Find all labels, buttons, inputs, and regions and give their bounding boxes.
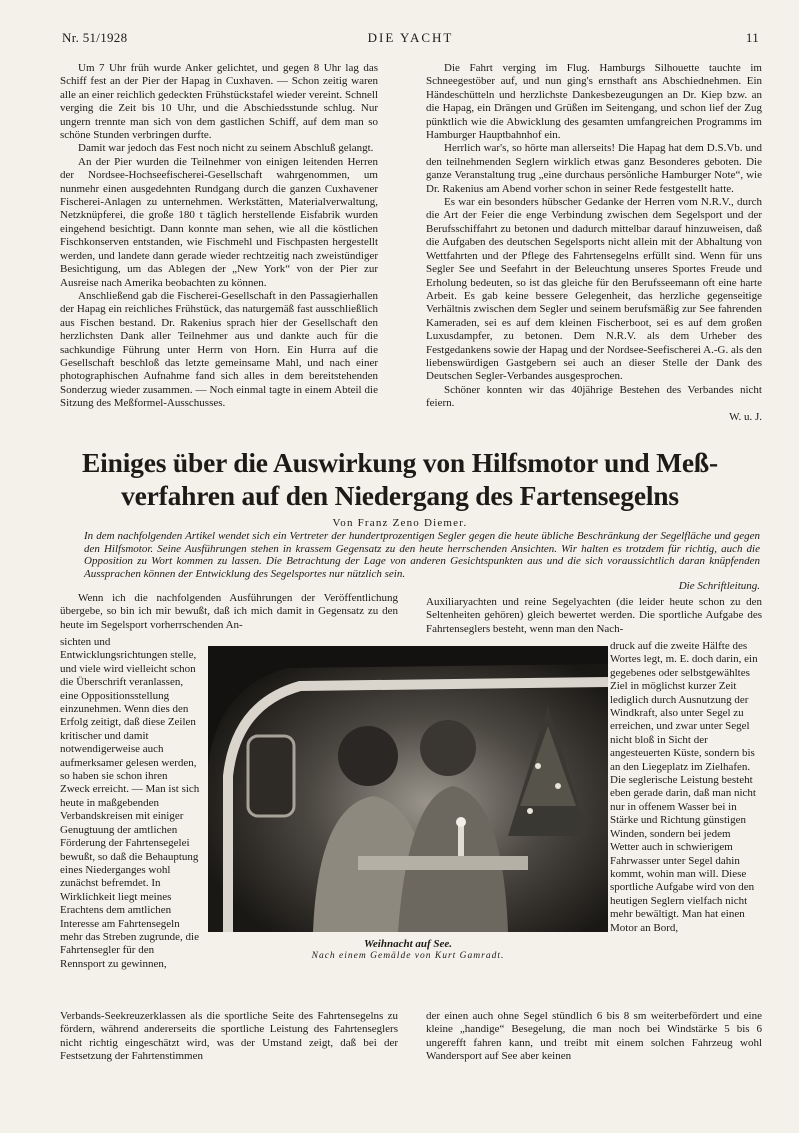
paragraph: Herrlich war's, so hörte man allerseits! Die Hapag hat dem D.S.Vb. und den teilnehmenden Seglern wirklich etwas ganz Besonderes geboten. Die ganze Veranstaltung trug „eine durchaus persönliche Hamburger Note“, wie Dr. Rakenius am Abend vorher schon in seiner Rede festgestellt hatte. bbox=[426, 142, 762, 195]
paragraph: Die Fahrt verging im Flug. Hamburgs Silhouette tauchte im Schneegestöber auf, und nun ging's ernsthaft ans Abschiednehmen. Ein Händeschütteln und herzlichste Dankesbezeugungen an Dr. Kiep bzw. an die Hapag, ein Drängen und Grüßen im Seitengang, und schon lief der Zug pünktlich wie die Abwicklung des gesamten umfangreichen Programms im Hamburger Hauptbahnhof ein. bbox=[426, 62, 762, 142]
article-title-line: Einiges über die Auswirkung von Hilfsmotor und Meß- bbox=[82, 447, 718, 478]
painting-illustration bbox=[208, 646, 608, 932]
editor-intro-text: In dem nachfolgenden Artikel wendet sich ein Vertreter der hundertprozentigen Segler gegen die heute übliche Beschränkung der Segelfläche und gegen den Hilfsmotor. Seine Ausführungen stehen in krassem Gegensatz zu den heute herrschenden Ansichten. Wir halten es trotzdem für richtig, auch die Opposition zu Wort kommen zu lassen. Die Betrachtung der Lage von anderen Gesichtspunkten aus und die sich voraussichtlich daran knüpfenden Aussprachen können der Entwicklung des Segelsportes nur nützlich sein. bbox=[84, 530, 760, 580]
report-column-left bbox=[60, 62, 378, 424]
paragraph: der einen auch ohne Segel stündlich 6 bis 8 sm weiterbefördert und eine kleine „handige“ Besegelung, die man noch bei Windstärke 5 bis 6 ungerefft fahren kann, und treibt mit einem solchen Fahrzeug wohl Wandersport auf See aber keinen bbox=[426, 1010, 762, 1063]
issue-number: Nr. 51/1928 bbox=[62, 30, 128, 45]
article-title bbox=[40, 446, 760, 512]
figure-caption bbox=[208, 938, 608, 961]
article-text-left-bottom bbox=[60, 1010, 398, 1074]
masthead: DIE YACHT bbox=[367, 30, 454, 45]
paragraph: Um 7 Uhr früh wurde Anker gelichtet, und gegen 8 Uhr lag das Schiff fest an der Pier der Hapag in Cuxhaven. — Schon zeitig waren alle an einer reichlich gedeckten Frühstückstafel wieder vereint. Schnell verging die Zeit bis 10 Uhr, und die Abschiedsstunde schlug. Nur ungern trennte man sich von dem gastlichen Schiff, auf dem man so schöne Stunden verbringen durfte. bbox=[60, 62, 378, 142]
painting-christmas-at-sea bbox=[208, 646, 608, 932]
caption-title: Weihnacht auf See. bbox=[363, 938, 453, 950]
editor-signature: Die Schriftleitung. bbox=[678, 580, 760, 593]
article-title-line: verfahren auf den Niedergang des Fartensegelns bbox=[121, 480, 679, 511]
article-text-right-top bbox=[426, 596, 762, 640]
page-header bbox=[62, 30, 759, 50]
article-text-right-bottom bbox=[426, 1010, 762, 1074]
paragraph: Damit war jedoch das Fest noch nicht zu seinem Abschluß gelangt. bbox=[78, 142, 374, 155]
paragraph: Es war ein besonders hübscher Gedanke der Herren vom N.R.V., durch die Art der Feier die enge Verbindung zwischen dem Segelsport und der Berufsschiffahrt zu betonen und dadurch mittelbar darauf hinzuweisen, daß die Aufgaben des deutschen Segelsports nicht allein mit der Abhaltung von Wettfahrten und der Pflege des Fahrtensegelns erfüllt sind. Wenn für uns Segler See und Seefahrt in der Beleuchtung unseres Sportes Freude und Erholung bedeuten, so ist das gleiche für den Berufsseemann oft eine harte Arbeit. Es gab keine bessere Gelegenheit, das herzliche gegenseitige Verhältnis zwischen dem Segler und seinem berufsmäßig zur See fahrenden Kameraden, sei es auf dem kleinen Fischerboot, sei es auf dem großen Luxusdampfer, zu betonen. Dem N.R.V. als dem Urheber des Festgedankens sowie der Hapag und der Nordsee-Seefischerei A.-G. als den liebenswürdigen Gastgebern sei auch an dieser Stelle der Dank des Deutschen Segler-Verbandes ausgesprochen. bbox=[426, 196, 762, 383]
paragraph: Auxiliaryachten und reine Segelyachten (die leider heute schon zu den Seltenheiten gehören) gleich bewertet werden. Die sportliche Aufgabe des Fahrtenseglers besteht, wenn man den Nach- bbox=[426, 596, 762, 635]
paragraph: Schöner konnten wir das 40jährige Bestehen des Verbandes nicht feiern. bbox=[426, 383, 762, 410]
paragraph: druck auf die zweite Hälfte des Wortes legt, m. E. doch darin, ein gegebenes oder selbstgewähltes Ziel in möglichst kurzer Zeit lediglich durch Ausnutzung der Windkraft, also unter Segel zu erreichen, und zwar unter Segel nicht bloß in Sicht der angesteuerten Küste, sondern bis an den Liegeplatz im Zielhafen. Die seglerische Leistung besteht eben gerade darin, daß man nicht nur in offenem Wasser bei in Stärke und Richtung günstigen Winden, sondern bei jedem Wetter auch in schwierigem Fahrwasser unter Segel dahin kommt, wohin man will. Diese sportliche Aufgabe wird von den heutigen Seglern vielfach nicht mehr bewältigt. Man hat einen Motor an Bord, bbox=[610, 640, 758, 934]
paragraph: Wenn ich die nachfolgenden Ausführungen der Veröffentlichung übergebe, so bin ich mir bewußt, daß ich mich damit in Gegensatz zu den heute im Segelsport vorherrschenden An- bbox=[60, 592, 398, 631]
caption-credit: Nach einem Gemälde von Kurt Gamradt. bbox=[311, 951, 505, 961]
report-column-right bbox=[426, 62, 762, 424]
page-number: 11 bbox=[745, 30, 759, 45]
article-text-left-narrow bbox=[60, 636, 200, 1010]
paragraph: An der Pier wurden die Teilnehmer von einigen leitenden Herren der Nordsee-Hochseefischerei-Gesellschaft wahrgenommen, um nunmehr einen ausgedehnten Rundgang durch die ganzen Cuxhavener Fischerei-Anlagen zu unternehmen. Werkstätten, Materialverwaltung, Netzknüpferei, die große 180 t täglich herstellende Eisfabrik wurden eingehend besichtigt. Dann konnte man sehen, wie all die köstlichen Fischkonserven entstanden, wie Fischmehl und Fischpasten hergestellt werden, und landete dann gerade wieder rechtzeitig nach zweistündiger Besichtigung, um das Ablegen der „New York“ von der Pier zur Ausreise nach Amerika beobachten zu können. bbox=[60, 155, 378, 289]
paragraph: Verbands-Seekreuzerklassen als die sportliche Seite des Fahrtensegelns zu fördern, während andererseits die sportliche Leistung des Fahrtenseglers nicht richtig eingeschätzt wird, was der Umstand zeigt, daß bei der Festsetzung der Fahrtenstimmen bbox=[60, 1010, 398, 1063]
article-text-right-narrow bbox=[610, 640, 762, 1010]
paragraph: sichten und Entwicklungsrichtungen stelle, und viele wird vielleicht schon die Überschrift veranlassen, eine Oppositionsstellung einzunehmen. Wenn dies den Erfolg zeitigt, daß diese Zeilen kritischer und damit notwendigerweise auch aufmerksamer gelesen werden, so haben sie schon ihren Zweck erreicht. — Man ist sich heute in maßgebenden Verbandskreisen mit einiger Genugtuung der amtlichen Förderung der Fahrtensegelei bewußt, so daß die Behauptung eines Niederganges wohl zunächst befremdet. In Wirklichkeit liegt meines Erachtens dem amtlichen Interesse am Fahrtensegeln mehr das Streben zugrunde, die Fahrtensegler für den Rennsport zu gewinnen, bbox=[60, 636, 200, 970]
editor-intro bbox=[84, 530, 760, 593]
article-text-left-top bbox=[60, 592, 398, 636]
paragraph: Anschließend gab die Fischerei-Gesellschaft in den Passagierhallen der Hapag ein reichliches Frühstück, das naturgemäß fast ausschließlich aus Fischen bestand. Dr. Rakenius sprach hier der Gesellschaft den herzlichsten Dank aller Teilnehmer aus und dankte auch für die sachkundige Führung unter Herrn von Horn. Ein Hurra auf die Gesellschaft beschloß das letzte gemeinsame Mahl, und nach einer photographischen Aufnahme fand sich alles in dem bereitstehenden Sonderzug wieder zusammen. — Noch einmal tagte in einem Abteil die Sitzung des Meßformel-Ausschusses. bbox=[60, 289, 378, 410]
article-byline: Von Franz Zeno Diemer. bbox=[332, 517, 468, 529]
report-signature: W. u. J. bbox=[729, 410, 762, 423]
